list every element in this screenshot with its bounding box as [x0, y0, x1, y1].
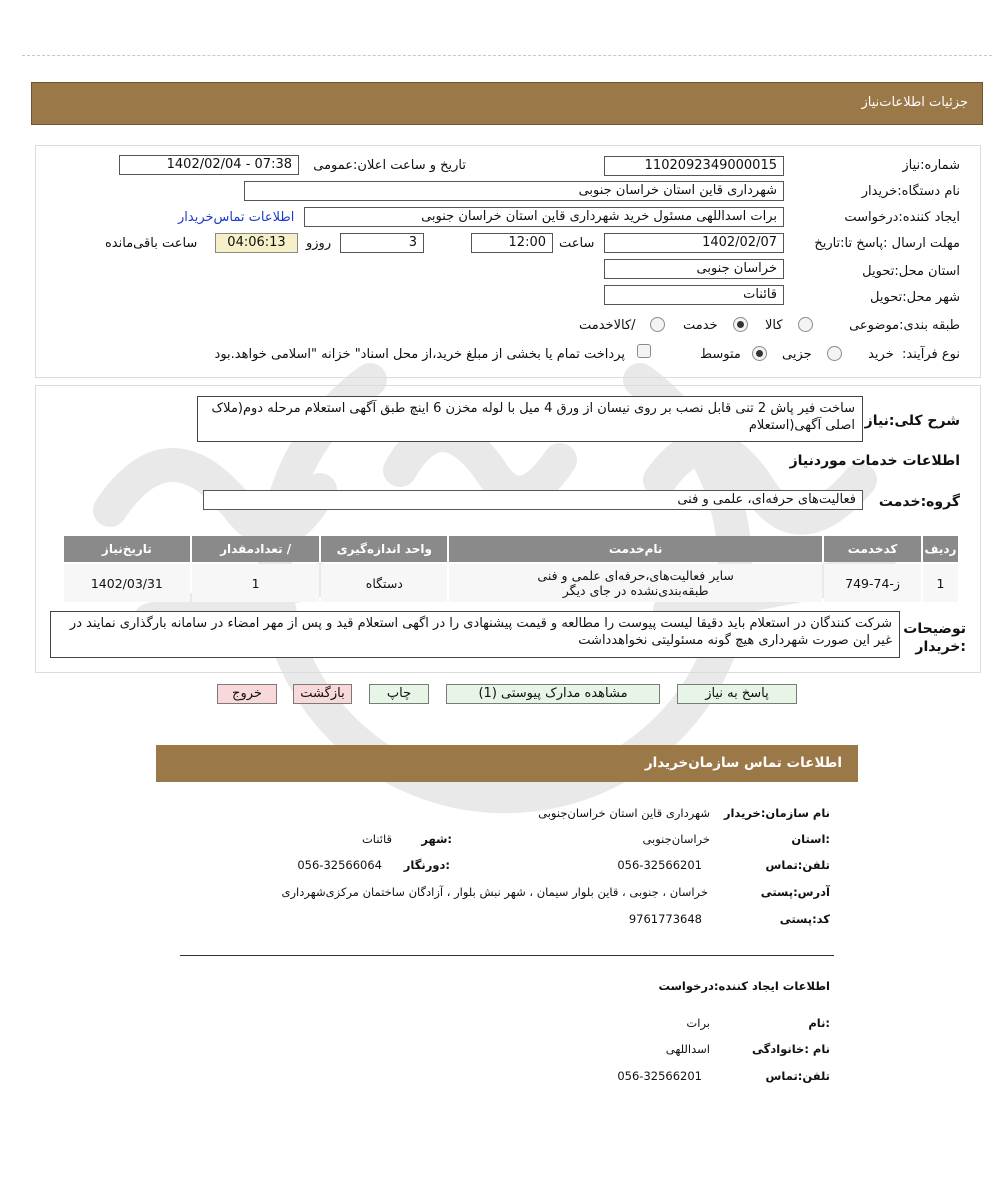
org-value: شهرداری قاین استان خراسان‌جنوبی	[538, 806, 710, 820]
col-header-index: ردیف	[923, 536, 958, 562]
treasury-payment-note: پرداخت تمام یا بخشی از مبلغ خرید،از محل اسناد" خزانه "اسلامی خواهد.بود	[214, 347, 625, 362]
back-button[interactable]: بازگشت	[293, 684, 352, 704]
need-number-label: شماره:نیاز	[902, 158, 960, 173]
info-panel	[35, 145, 981, 378]
category-both-radio[interactable]	[650, 317, 665, 332]
table-row	[64, 564, 958, 602]
process-partial-label: جزیی	[782, 347, 812, 362]
service-group-label: گروه:خدمت	[878, 494, 960, 510]
row-name: سایر فعالیت‌های،حرفه‌ای علمی و فنی طبقه‌بندی‌نشده در جای دیگر	[449, 564, 822, 602]
process-partial-radio[interactable]	[827, 346, 842, 361]
reply-button[interactable]: پاسخ به نیاز	[677, 684, 797, 704]
deadline-time-field[interactable]: 12:00	[471, 233, 553, 253]
process-label: نوع فرآیند: خرید	[868, 347, 960, 362]
row-unit: دستگاه	[321, 564, 447, 602]
deadline-time-label: ساعت	[559, 236, 595, 251]
view-attachments-button[interactable]: مشاهده مدارک پیوستی (1)	[446, 684, 660, 704]
creator-phone-value: 056-32566201	[617, 1069, 702, 1083]
requester-label: ایجاد کننده:درخواست	[844, 210, 960, 225]
services-table	[62, 534, 960, 604]
process-medium-radio[interactable]	[752, 346, 767, 361]
city-label: شهر محل:تحویل	[870, 290, 960, 305]
page-header-title: جزئیات اطلاعات‌نیاز	[861, 95, 968, 110]
contact-province-label: :استان	[791, 832, 830, 846]
days-label: روزو	[306, 236, 332, 251]
service-group-field[interactable]: فعالیت‌های حرفه‌ای، علمی و فنی	[203, 490, 863, 510]
remaining-label: ساعت باقی‌مانده	[105, 236, 198, 251]
col-header-qty: / تعدادمقدار	[192, 536, 320, 562]
days-field[interactable]: 3	[340, 233, 424, 253]
requester-field[interactable]: برات اسداللهی مسئول خرید شهرداری قاین استان خراسان جنوبی	[304, 207, 784, 227]
page-header-bar	[31, 82, 983, 125]
creator-family-label: نام :خانوادگی	[752, 1042, 830, 1056]
col-header-unit: واحد اندازه‌گیری	[321, 536, 447, 562]
category-service-radio[interactable]	[733, 317, 748, 332]
phone-label: تلفن:تماس	[765, 858, 830, 872]
col-header-code: کدخدمت	[824, 536, 921, 562]
creator-phone-label: تلفن:تماس	[765, 1069, 830, 1083]
col-header-name: نام‌خدمت	[449, 536, 822, 562]
notes-label: توضیحات :خریدار	[903, 621, 966, 655]
buyer-field[interactable]: شهرداری قاین استان خراسان جنوبی	[244, 181, 784, 201]
creator-family-value: اسداللهی	[665, 1042, 710, 1056]
creator-name-value: برات	[686, 1016, 710, 1030]
category-both-label: /کالاخدمت	[579, 318, 636, 333]
top-divider	[22, 55, 992, 56]
category-goods-label: کالا	[765, 318, 783, 333]
treasury-payment-checkbox[interactable]	[637, 344, 651, 358]
postal-code-value: 9761773648	[628, 912, 702, 926]
deadline-label: مهلت ارسال :پاسخ تا:تاریخ	[814, 236, 960, 251]
contact-city-label: :شهر	[421, 832, 452, 846]
exit-button[interactable]: خروج	[217, 684, 277, 704]
contact-section-bar	[156, 745, 858, 782]
col-header-date: تاریخ‌نیاز	[64, 536, 190, 562]
services-section-title: اطلاعات خدمات موردنیاز	[789, 453, 960, 469]
buyer-label: نام دستگاه:خریدار	[861, 184, 960, 199]
creator-name-label: :نام	[808, 1016, 830, 1030]
need-number-field[interactable]: 1102092349000015	[604, 156, 784, 176]
row-index: 1	[923, 564, 958, 602]
remaining-timer: 04:06:13	[215, 233, 298, 253]
category-service-label: خدمت	[683, 318, 718, 333]
row-date: 1402/03/31	[64, 564, 190, 602]
province-field[interactable]: خراسان جنوبی	[604, 259, 784, 279]
summary-label: شرح کلی:نیاز	[864, 413, 960, 429]
province-label: استان محل:تحویل	[862, 264, 960, 279]
fax-value: 056-32566064	[297, 858, 382, 872]
address-value: خراسان ، جنوبی ، قاین بلوار سیمان ، شهر نبش بلوار ، آزادگان ساختمان مرکزی‌شهرداری	[281, 885, 708, 899]
announce-label: تاریخ و ساعت اعلان:عمومی	[313, 158, 466, 173]
org-label: نام سازمان:خریدار	[723, 806, 830, 820]
category-goods-radio[interactable]	[798, 317, 813, 332]
contact-province-value: خراسان‌جنوبی	[642, 832, 710, 846]
address-label: آدرس:پستی	[760, 885, 830, 899]
buyer-notes-text: شرکت کنندگان در استعلام باید دقیقا لیست پیوست را مطالعه و قیمت پیشنهادی را در اگهی استعلام قید و پس از مهر امضاء در سامانه بارگذاری نمایند در غیر این صورت شهرداری هیچ گونه مسئولیتی نخواهدداشت	[50, 611, 900, 658]
city-field[interactable]: قائنات	[604, 285, 784, 305]
row-code: ز-74-749	[824, 564, 921, 602]
phone-value: 056-32566201	[617, 858, 702, 872]
fax-label: :دورنگار	[403, 858, 450, 872]
contact-divider	[180, 955, 834, 956]
contact-section-title: اطلاعات تماس سازمان‌خریدار	[644, 755, 842, 771]
process-medium-label: متوسط	[700, 347, 741, 362]
announce-datetime-field[interactable]: 1402/02/04 - 07:38	[119, 155, 299, 175]
postal-code-label: کد:پستی	[779, 912, 830, 926]
print-button[interactable]: چاپ	[369, 684, 429, 704]
creator-section-title: اطلاعات ایجاد کننده:درخواست	[658, 979, 830, 993]
row-qty: 1	[192, 564, 320, 602]
contact-city-value: قائنات	[361, 832, 392, 846]
category-label: طبقه بندی:موضوعی	[849, 318, 960, 333]
buyer-contact-link[interactable]: اطلاعات تماس‌خریدار	[178, 210, 295, 225]
deadline-date-field[interactable]: 1402/02/07	[604, 233, 784, 253]
summary-text: ساخت فیر پاش 2 تنی قابل نصب بر روی نیسان از ورق 4 میل با لوله مخزن 6 اینچ طبق آگهی استعلام مرحله دوم(ملاک اصلی آگهی(استعلام	[197, 396, 863, 442]
